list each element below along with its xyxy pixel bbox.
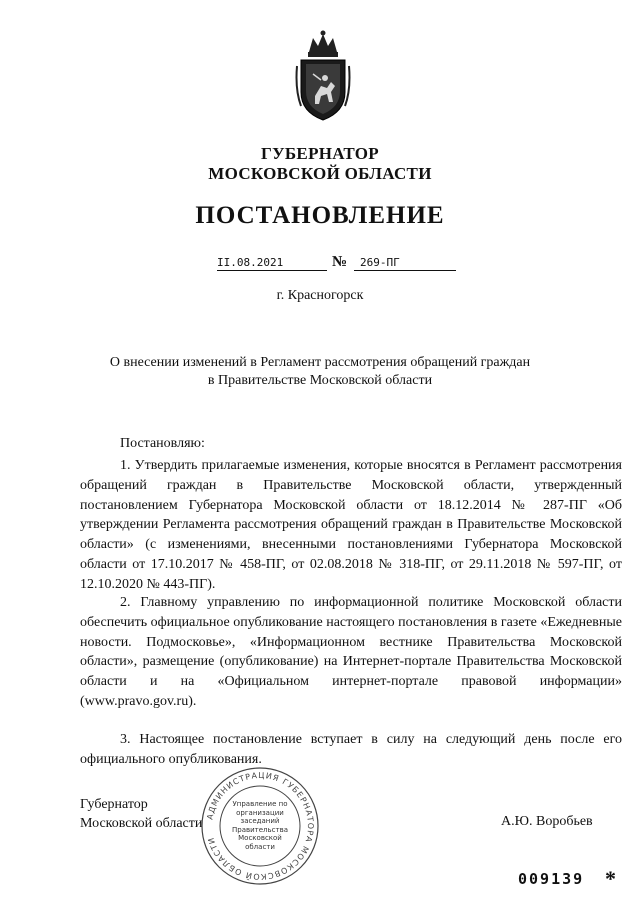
issuer-title-line1: ГУБЕРНАТОР	[261, 144, 379, 163]
signatory-title-line1: Губернатор	[80, 797, 148, 812]
paragraph-3: 3. Настоящее постановление вступает в силу на следующий день после его официального опубликования.	[80, 732, 622, 767]
paragraph-2: 2. Главному управлению по информационной политике Московской области обеспечить официальное опубликование настоящего постановления в газете «Ежедневные новости. Подмосковье», «Информационном вестнике Правительства Московской области», размещение (опубликование) на Интернет-портале Правительства Московской области и на «Официальном интернет-портале правовой информации» (www.pravo.gov.ru).	[80, 595, 623, 709]
number-sign: №	[332, 254, 348, 270]
document-date: II.08.2021	[217, 256, 327, 271]
resolution-lead: Постановляю:	[120, 436, 205, 451]
stamp-inner-text: Управление по организации заседаний Правительства Московской области	[232, 800, 288, 851]
star-mark: *	[605, 866, 616, 891]
paragraph-1: 1. Утвердить прилагаемые изменения, которые вносятся в Регламент рассмотрения обращений граждан в Правительстве Московской области, утвержденный постановлением Губернатора Московской области от 18.12.2014 № 287-ПГ «Об утверждении Регламента рассмотрения обращений граждан в Правительстве Московской области» (с изменениями, внесенными постановлениями Губернатора Московской области от 17.10.2017 № 458-ПГ, от 02.08.2018 № 318-ПГ, от 29.11.2018 № 597-ПГ, от 12.10.2020 № 443-ПГ).	[80, 458, 622, 592]
document-type-heading: ПОСТАНОВЛЕНИЕ	[195, 202, 445, 229]
serial-number: 009139	[518, 870, 585, 888]
subject-line2: в Правительстве Московской области	[207, 373, 433, 388]
document-number-value: 269-ПГ	[360, 256, 400, 269]
subject-line1: О внесении изменений в Регламент рассмотрения обращений граждан	[109, 355, 531, 370]
signatory-title-line2: Московской области	[80, 816, 203, 831]
signatory-title	[80, 795, 202, 833]
issuer-title-line2: МОСКОВСКОЙ ОБЛАСТИ	[208, 164, 432, 183]
signatory-name: А.Ю. Воробьев	[501, 814, 593, 829]
document-number	[354, 256, 456, 271]
document-subject	[0, 354, 640, 390]
stamp-ring-text: АДМИНИСТРАЦИЯ ГУБЕРНАТОРА МОСКОВСКОЙ ОБЛАСТИ	[205, 770, 316, 882]
coat-of-arms-emblem	[295, 30, 351, 122]
place-of-issue: г. Красногорск	[276, 288, 364, 303]
